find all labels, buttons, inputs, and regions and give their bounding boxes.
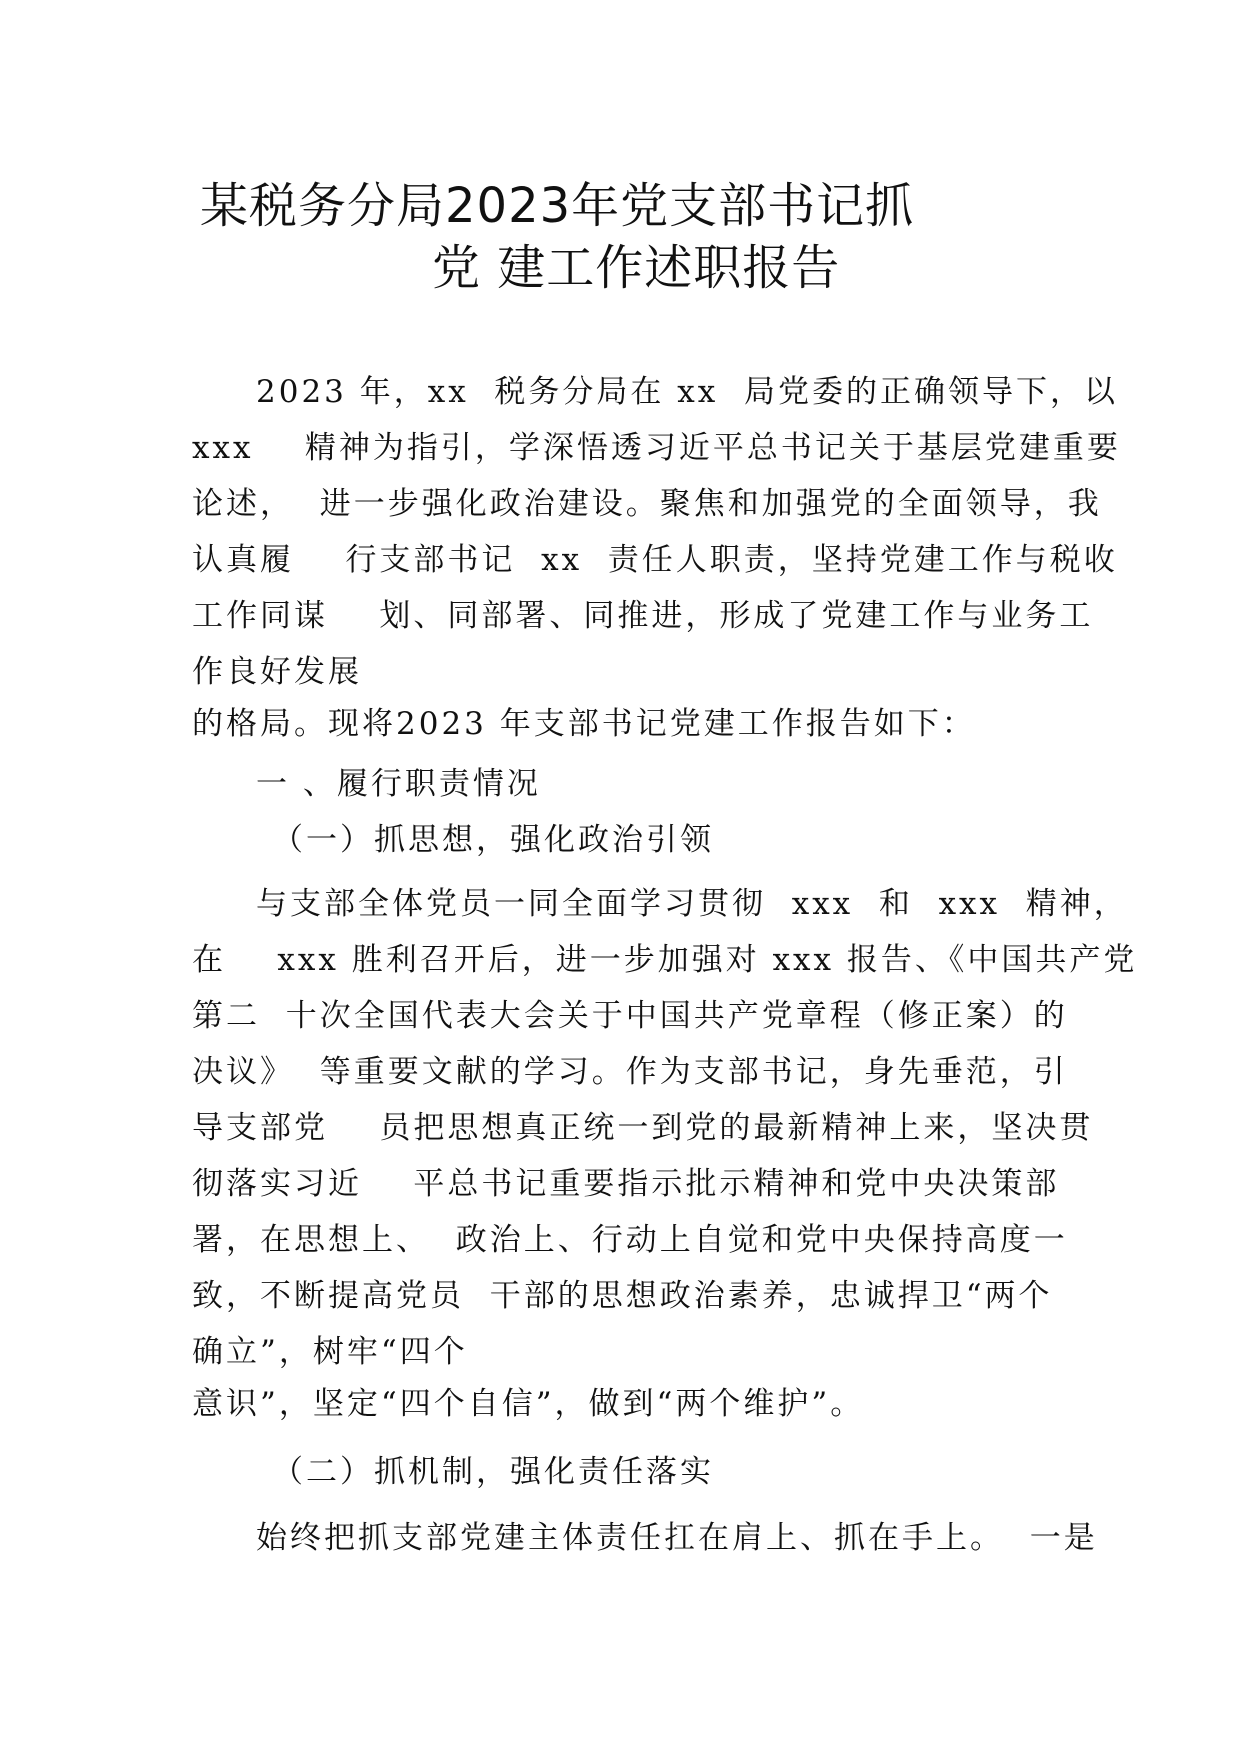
paragraph-line: 在 xxx 胜利召开后，进一步加强对 xxx 报告、《中国共产党: [192, 942, 1138, 978]
paragraph-line: 始终把抓支部党建主体责任扛在肩上、抓在手上。 一是: [256, 1520, 1098, 1556]
paragraph-line: 致，不断提高党员 干部的思想政治素养，忠诚捍卫“两个: [192, 1278, 1053, 1314]
document-title-line-2: 党 建工作述职报告: [432, 240, 841, 296]
paragraph-line: 论述， 进一步强化政治建设。聚焦和加强党的全面领导，我: [192, 486, 1102, 522]
section-heading: 一 、履行职责情况: [256, 766, 541, 802]
paragraph-line: 第二 十次全国代表大会关于中国共产党章程（修正案）的: [192, 998, 1068, 1034]
paragraph-line: 的格局。现将2023 年支部书记党建工作报告如下：: [192, 706, 976, 742]
paragraph-line: 作良好发展: [192, 654, 362, 690]
paragraph-line: xxx 精神为指引，学深悟透习近平总书记关于基层党建重要: [192, 430, 1121, 466]
paragraph-line: 决议》 等重要文献的学习。作为支部书记，身先垂范，引: [192, 1054, 1068, 1090]
subsection-heading: （一）抓思想，强化政治引领: [272, 822, 714, 858]
paragraph-line: 2023 年，xx 税务分局在 xx 局党委的正确领导下，以: [256, 374, 1118, 410]
document-title-line-1: 某税务分局2023年党支部书记抓: [200, 178, 915, 234]
paragraph-line: 彻落实习近 平总书记重要指示批示精神和党中央决策部: [192, 1166, 1060, 1202]
paragraph-line: 与支部全体党员一同全面学习贯彻 xxx 和 xxx 精神，: [256, 886, 1128, 922]
paragraph-line: 导支部党 员把思想真正统一到党的最新精神上来，坚决贯: [192, 1110, 1094, 1146]
paragraph-line: 工作同谋 划、同部署、同推进，形成了党建工作与业务工: [192, 598, 1094, 634]
paragraph-line: 认真履 行支部书记 xx 责任人职责，坚持党建工作与税收: [192, 542, 1118, 578]
paragraph-line: 确立”，树牢“四个: [192, 1334, 468, 1370]
paragraph-line: 署，在思想上、 政治上、行动上自觉和党中央保持高度一: [192, 1222, 1068, 1258]
paragraph-line: 意识”，坚定“四个自信”，做到“两个维护”。: [192, 1386, 865, 1422]
subsection-heading: （二）抓机制，强化责任落实: [272, 1454, 714, 1490]
